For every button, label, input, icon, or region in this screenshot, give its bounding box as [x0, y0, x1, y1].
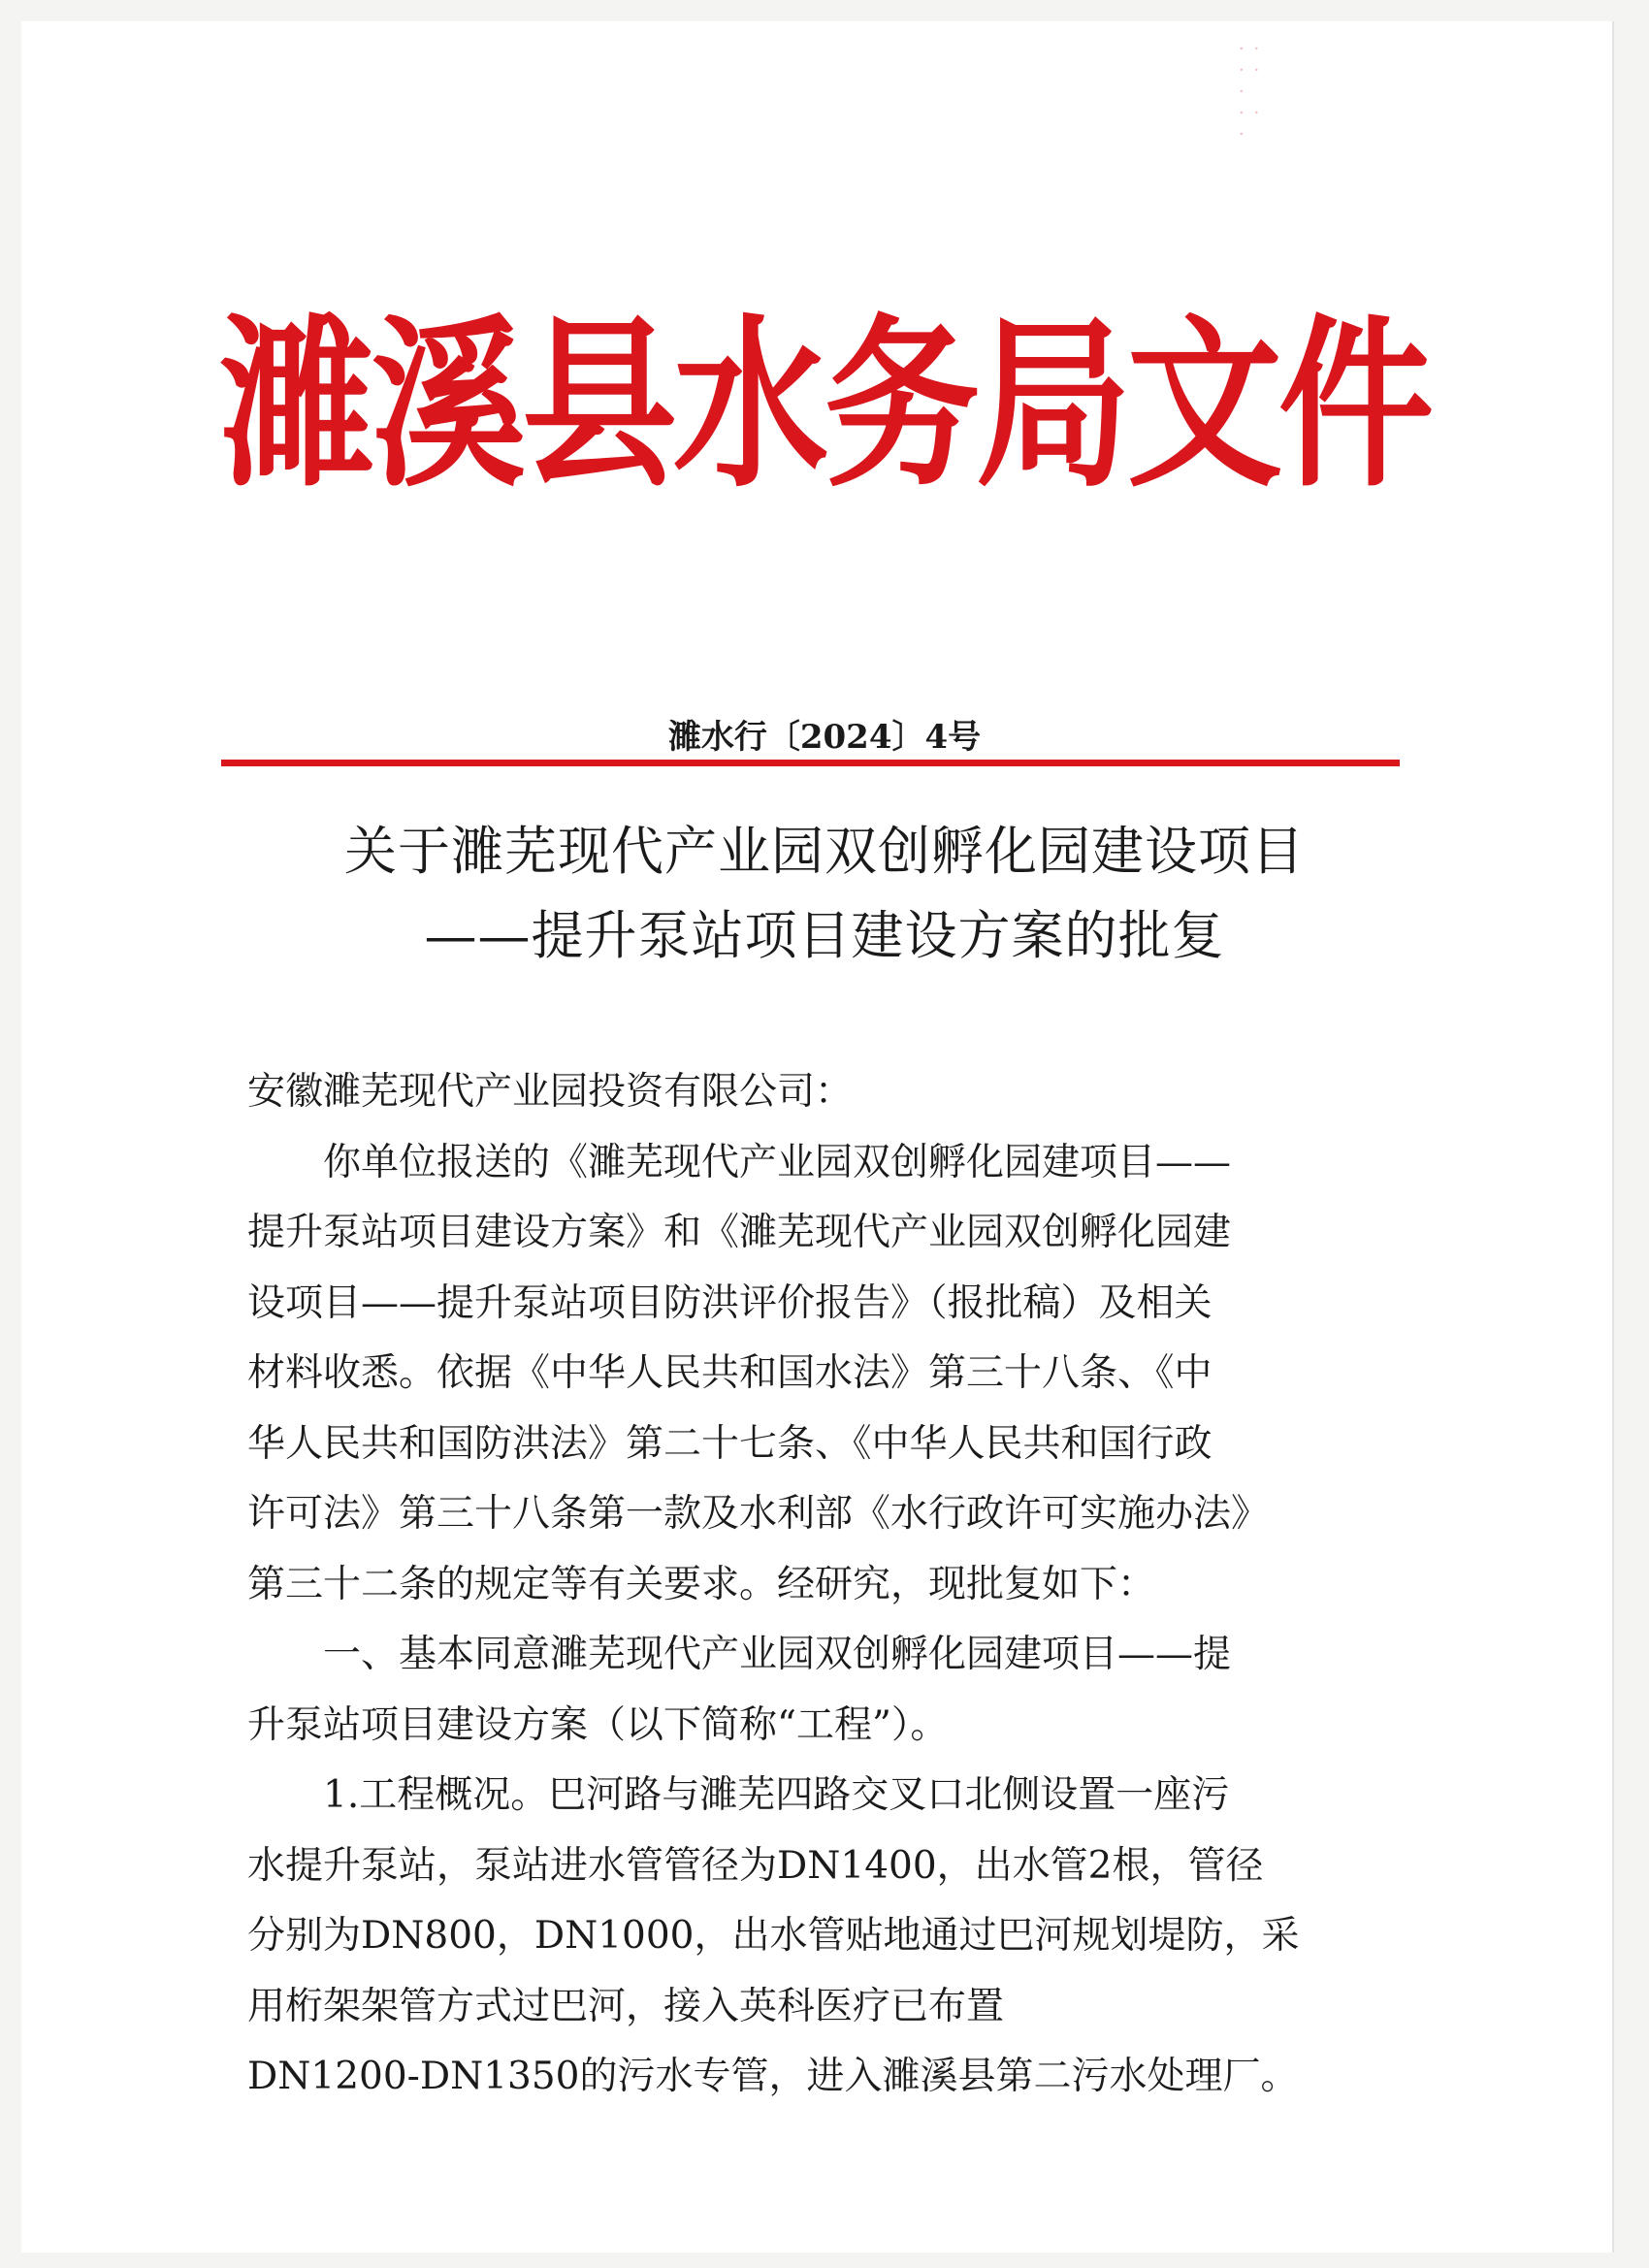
- red-separator-rule: [221, 760, 1400, 766]
- paragraph-1-line: 提升泵站项目建设方案》和《濉芜现代产业园双创孵化园建: [247, 1211, 1232, 1254]
- document-body: [247, 1057, 1382, 2113]
- stamp-residue-mark: · · · · · · · ·: [1239, 39, 1262, 145]
- paragraph-1-line: 许可法》第三十八条第一款及水利部《水行政许可实施办法》: [247, 1492, 1270, 1536]
- masthead-title: 濉溪县水务局文件: [218, 298, 1430, 512]
- paragraph-1-line: 华人民共和国防洪法》第二十七条、《中华人民共和国行政: [247, 1421, 1212, 1466]
- paragraph-1-line: 第三十二条的规定等有关要求。经研究，现批复如下：: [247, 1562, 1156, 1606]
- paragraph-3-line: 用桁架架管方式过巴河，接入英科医疗已布置: [247, 1984, 1005, 2028]
- paragraph-2-line: 升泵站项目建设方案（以下简称“工程”）。: [247, 1702, 949, 1747]
- paragraph-1-line: 你单位报送的《濉芜现代产业园双创孵化园建项目——: [323, 1140, 1232, 1184]
- paragraph-1-line: 材料收悉。依据《中华人民共和国水法》第三十八条、《中: [247, 1351, 1212, 1395]
- paragraph-2-line: 一、基本同意濉芜现代产业园双创孵化园建项目——提: [323, 1633, 1232, 1676]
- document-title-line-1: 关于濉芜现代产业园双创孵化园建设项目: [344, 821, 1305, 882]
- paragraph-1-line: 设项目——提升泵站项目防洪评价报告》（报批稿）及相关: [247, 1280, 1212, 1325]
- paragraph-3-line: 1.工程概况。巴河路与濉芜四路交叉口北侧设置一座污: [323, 1773, 1230, 1817]
- paragraph-3-line: DN1200-DN1350的污水专管，进入濉溪县第二污水处理厂。: [247, 2055, 1299, 2098]
- document-number: 濉水行〔2024〕4号: [667, 718, 982, 757]
- addressee: 安徽濉芜现代产业园投资有限公司：: [247, 1070, 854, 1114]
- paragraph-3-line: 水提升泵站，泵站进水管管径为DN1400，出水管2根，管径: [247, 1843, 1264, 1888]
- document-title-line-2: ——提升泵站项目建设方案的批复: [424, 905, 1225, 966]
- paragraph-3-line: 分别为DN800，DN1000，出水管贴地通过巴河规划堤防，采: [247, 1914, 1300, 1958]
